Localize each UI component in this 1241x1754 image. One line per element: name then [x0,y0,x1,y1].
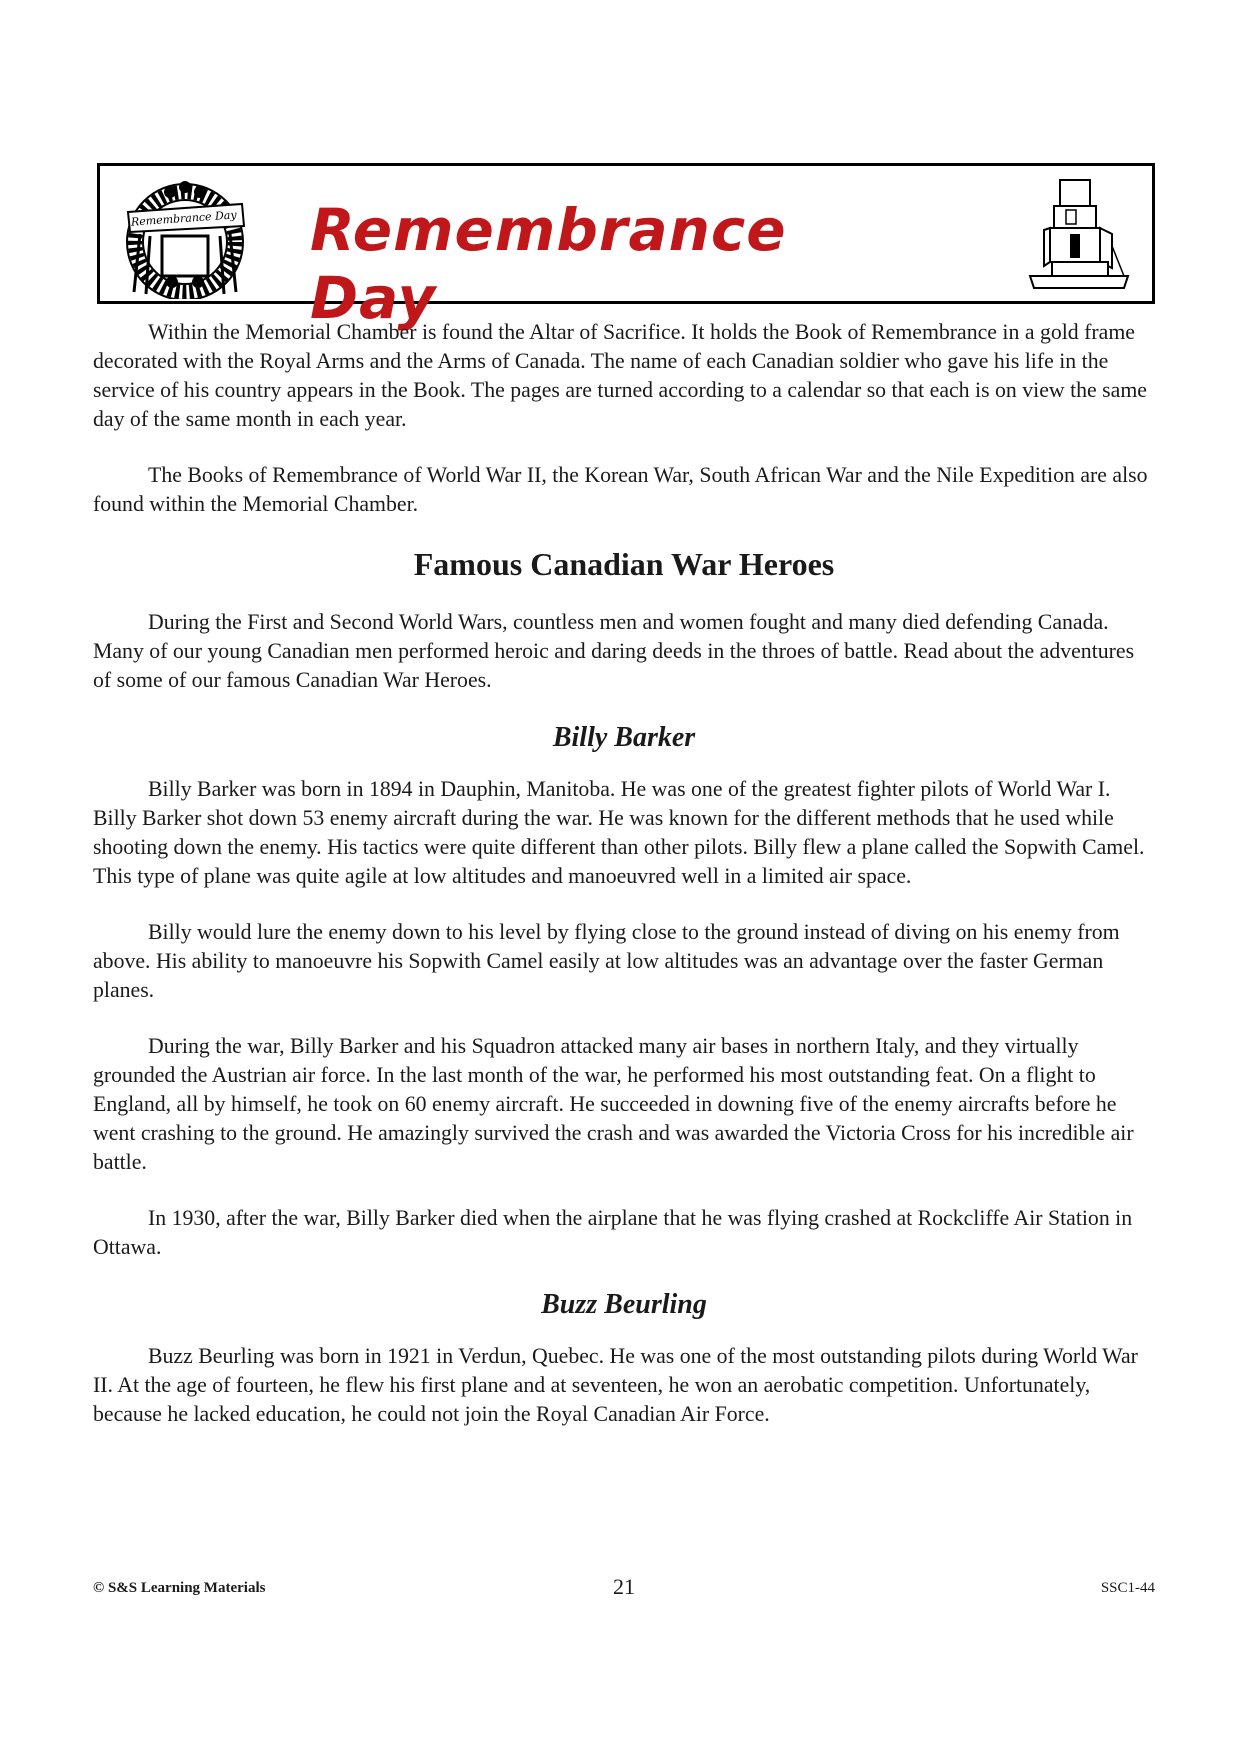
hero-heading-buzz-beurling: Buzz Beurling [541,1289,707,1320]
section-intro-paragraph: During the First and Second World Wars, countless men and women fought and many died defending Canada. Many of our young Canadian men performed heroic and daring deeds in the throes of battle. Read about the adventures of some of our famous Canadian War Heroes. [93,610,1135,692]
intro-paragraph-1: Within the Memorial Chamber is found the Altar of Sacrifice. It holds the Book of Remembrance in a gold frame decorated with the Royal Arms and the Arms of Canada. The name of each Canadian soldier who gave his life in the service of his country appears in the Book. The pages are turned according to a calendar so that each is on view the same day of the same month in each year. [93,320,1147,431]
buzz-beurling-paragraph-1: Buzz Beurling was born in 1921 in Verdun, Quebec. He was one of the most outstanding pilots during World War II. At the age of fourteen, he flew his first plane and at seventeen, he won an aerobatic competition. Unfortunately, because he lacked education, he could not join the Royal Canadian Air Force. [93,1344,1138,1426]
hero-heading-billy-barker: Billy Barker [552,722,696,753]
title-banner [97,163,1155,332]
billy-barker-paragraph-3: During the war, Billy Barker and his Squadron attacked many air bases in northern Italy, and they virtually grounded the Austrian air force. In the last month of the war, he performed his most outstanding feat. On a flight to England, all by himself, he took on 60 enemy aircraft. He succeeded in downing five of the enemy aircrafts before he went crashing to the ground. He amazingly survived the crash and was awarded the Victoria Cross for his incredible air battle. [93,1034,1134,1174]
wreath-banner-text: Remembrance Day [130,208,238,229]
page-title: Remembrance Day [310,196,787,332]
section-heading: Famous Canadian War Heroes [413,546,835,582]
page-number: 21 [613,1574,635,1599]
billy-barker-paragraph-1: Billy Barker was born in 1894 in Dauphin, Manitoba. He was one of the greatest fighter pilots of World War I. Billy Barker shot down 53 enemy aircraft during the war. He was known for the different methods that he used while shooting down the enemy. His tactics were quite different than other pilots. Billy flew a plane called the Sopwith Camel. This type of plane was quite agile at low altitudes and manoeuvred well in a limited air space. [93,777,1145,888]
page-content [93,318,1155,1429]
wreath-icon [120,174,250,299]
copyright-notice: © S&S Learning Materials [93,1580,266,1596]
product-code: SSC1-44 [1100,1580,1155,1596]
billy-barker-paragraph-2: Billy would lure the enemy down to his level by flying close to the ground instead of diving on his enemy from above. His ability to manoeuvre his Sopwith Camel easily at low altitudes was an advantage over the faster German planes. [93,920,1120,1002]
billy-barker-paragraph-4: In 1930, after the war, Billy Barker died when the airplane that he was flying crashed at Rockcliffe Air Station in Ottawa. [93,1206,1133,1259]
page-footer [93,1574,1155,1604]
intro-paragraph-2: The Books of Remembrance of World War II, the Korean War, South African War and the Nile Expedition are also found within the Memorial Chamber. [93,463,1148,516]
memorial-monument-icon [1024,176,1134,296]
